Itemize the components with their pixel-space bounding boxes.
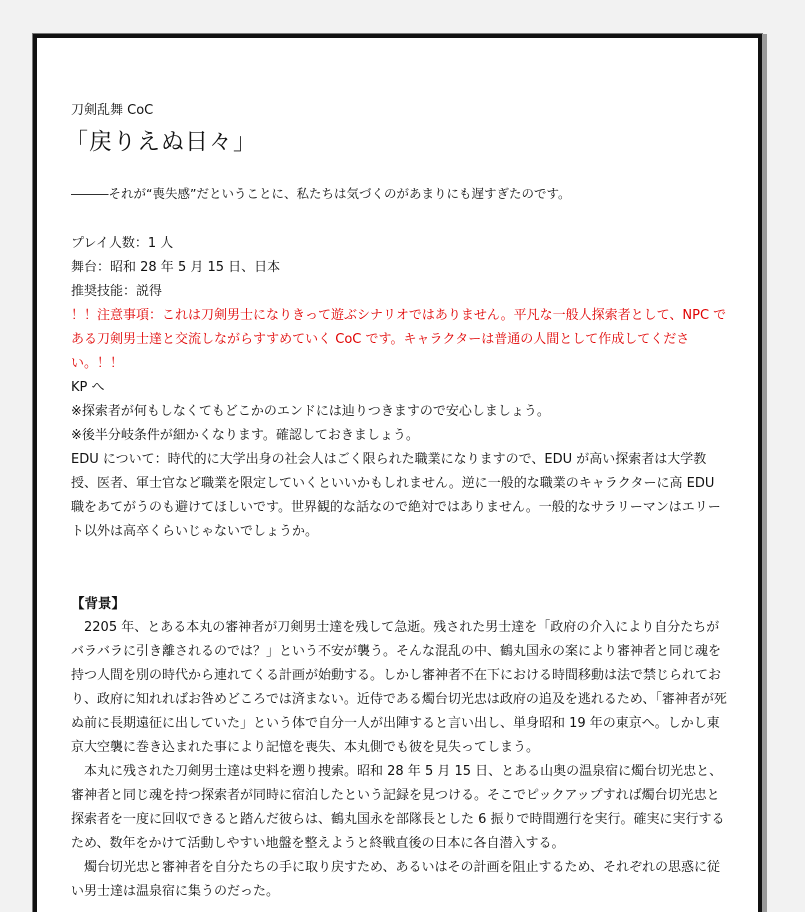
warning-notice: ！！注意事項：これは刀剣男士になりきって遊ぶシナリオではありません。平凡な一般人探索者として、NPC である刀剣男士達と交流しながらすすめていく CoC です。キャラクターは普通の人間として作成してください。！！ — [71, 308, 727, 371]
background-paragraph-1: 2205 年、とある本丸の審神者が刀剣男士達を残して急逝。残された男士達を「政府の介入により自分たちがバラバラに引き離されるのでは？」という不安が襲う。そんな混乱の中、鶴丸国永の案により審神者と同じ魂を持つ人間を別の時代から連れてくる計画が始動する。しかし審神者不在下における時間移動は法で禁じられており、政府に知れればお咎めどころでは済まない。近侍である燭台切光忠は政府の追及を逃れるため、「審神者が死ぬ前に長期遠征に出していた」という体で自分一人が出陣すると言い出し、単身昭和 19 年の東京へ。しかし東京大空襲に巻き込まれた事により記憶を喪失、本丸側でも彼を見失ってしまう。 — [71, 620, 727, 755]
info-block — [71, 232, 731, 544]
kp-heading: KP へ — [71, 380, 105, 395]
info-skills: 推奨技能：説得 — [71, 284, 163, 299]
info-players: プレイ人数：1 人 — [71, 236, 174, 251]
page-content — [65, 102, 731, 904]
background-paragraph-3: 燭台切光忠と審神者を自分たちの手に取り戻すため、あるいはその計画を阻止するため、それぞれの思惑に従い男士達は温泉宿に集うのだった。 — [71, 860, 720, 899]
kp-note-edu: EDU について：時代的に大学出身の社会人はごく限られた職業になりますので、EDU が高い探索者は大学教授、医者、軍士官など職業を限定していくといいかもしれません。逆に一般的な職業のキャラクターに高 EDU 職をあてがうのも避けてほしいです。世界観的な話なので絶対ではありません。一般的なサラリーマンはエリート以外は高卒くらいじゃないでしょうか。 — [71, 452, 721, 539]
background-heading: 【背景】 — [71, 596, 125, 612]
info-setting: 舞台：昭和 28 年 5 月 15 日、日本 — [71, 260, 281, 275]
section-spacer — [71, 544, 731, 592]
background-paragraph-2: 本丸に残された刀剣男士達は史料を遡り捜索。昭和 28 年 5 月 15 日、とある山奥の温泉宿に燭台切光忠と、審神者と同じ魂を持つ探索者が同時に宿泊したという記録を見つける。そこでピックアップすれば燭台切光忠と探索者を一度に回収できると踏んだ彼らは、鶴丸国永を部隊長とした 6 振りで時間遡行を実行。確実に実行するため、数年をかけて活動しやすい地盤を整えようと終戦直後の日本に各自潜入する。 — [71, 764, 725, 851]
series-label: 刀剣乱舞 CoC — [71, 103, 154, 118]
kp-note-branch: ※後半分岐条件が細かくなります。確認しておきましょう。 — [71, 428, 419, 443]
tagline: ―――それが“喪失感”だということに、私たちは気づくのがあまりにも遅すぎたのです。 — [71, 186, 571, 201]
document-page — [33, 34, 762, 912]
kp-note-ending: ※探索者が何もしなくてもどこかのエンドには辿りつきますので安心しましょう。 — [71, 404, 550, 419]
scenario-title: 「戻りえぬ日々」 — [65, 129, 257, 155]
